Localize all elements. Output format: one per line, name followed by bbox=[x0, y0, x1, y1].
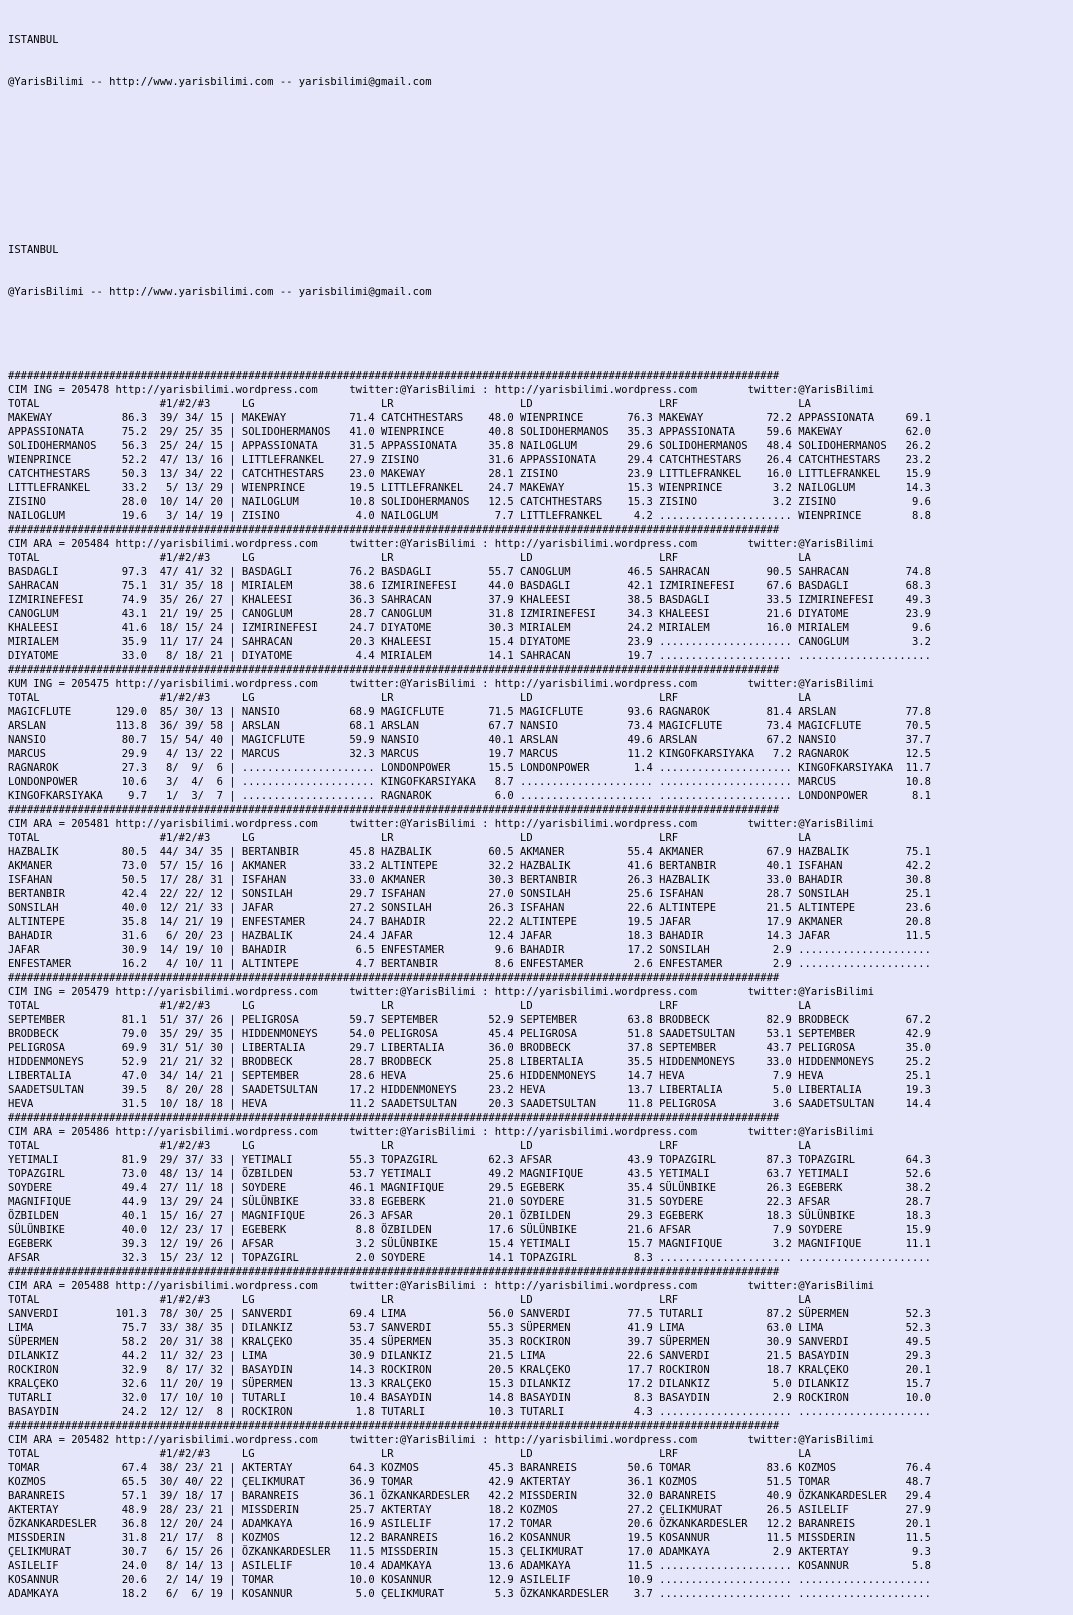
race-row: MAGNIFIQUE 44.9 13/ 29/ 24 | SÜLÜNBIKE 33.8 EGEBERK 21.0 SOYDERE 31.5 SOYDERE 22.3 AFSAR 28.7 bbox=[8, 1196, 931, 1208]
column-header: TOTAL #1/#2/#3 LG LR LD LRF LA bbox=[8, 1140, 811, 1152]
separator-line: ########################################################################################################################## bbox=[8, 804, 780, 816]
race-row: BASDAGLI 97.3 47/ 41/ 32 | BASDAGLI 76.2 BASDAGLI 55.7 CANOGLUM 46.5 SAHRACAN 90.5 SAHRACAN 74.8 bbox=[8, 566, 931, 578]
race-row: SOLIDOHERMANOS 56.3 25/ 24/ 15 | APPASSIONATA 31.5 APPASSIONATA 35.8 NAILOGLUM 29.6 SOLIDOHERMANOS 48.4 SOLIDOHERMANOS 26.2 bbox=[8, 440, 931, 452]
race-row: MAGICFLUTE 129.0 85/ 30/ 13 | NANSIO 68.9 MAGICFLUTE 71.5 MAGICFLUTE 93.6 RAGNAROK 81.4 ARSLAN 77.8 bbox=[8, 706, 931, 718]
race-row: PELIGROSA 69.9 31/ 51/ 30 | LIBERTALIA 29.7 LIBERTALIA 36.0 BRODBECK 37.8 SEPTEMBER 43.7 PELIGROSA 35.0 bbox=[8, 1042, 931, 1054]
race-row: BASAYDIN 24.2 12/ 12/ 8 | ROCKIRON 1.8 TUTARLI 10.3 TUTARLI 4.3 ..................... ..................... bbox=[8, 1406, 931, 1418]
race-row: HEVA 31.5 10/ 18/ 18 | HEVA 11.2 SAADETSULTAN 20.3 SAADETSULTAN 11.8 PELIGROSA 3.6 SAADETSULTAN 14.4 bbox=[8, 1098, 931, 1110]
race-row: SONSILAH 40.0 12/ 21/ 33 | JAFAR 27.2 SONSILAH 26.3 ISFAHAN 22.6 ALTINTEPE 21.5 ALTINTEPE 23.6 bbox=[8, 902, 931, 914]
race-row: JAFAR 30.9 14/ 19/ 10 | BAHADIR 6.5 ENFESTAMER 9.6 BAHADIR 17.2 SONSILAH 2.9 ..................... bbox=[8, 944, 931, 956]
separator-line: ########################################################################################################################## bbox=[8, 1112, 780, 1124]
race-row: CANOGLUM 43.1 21/ 19/ 25 | CANOGLUM 28.7 CANOGLUM 31.8 IZMIRINEFESI 34.3 KHALEESI 21.6 DIYATOME 23.9 bbox=[8, 608, 931, 620]
race-row: KINGOFKARSIYAKA 9.7 1/ 3/ 7 | ..................... RAGNAROK 6.0 ..................... ..................... LONDONPOWER 8.1 bbox=[8, 790, 931, 802]
race-row: TOPAZGIRL 73.0 48/ 13/ 14 | ÖZBILDEN 53.7 YETIMALI 49.2 MAGNIFIQUE 43.5 YETIMALI 63.7 YETIMALI 52.6 bbox=[8, 1168, 931, 1180]
race-title: CIM ARA = 205481 http://yarisbilimi.wordpress.com twitter:@YarisBilimi : http://yarisbilimi.wordpress.com twitter:@YarisBilimi bbox=[8, 818, 875, 830]
race-row: AFSAR 32.3 15/ 23/ 12 | TOPAZGIRL 2.0 SOYDERE 14.1 TOPAZGIRL 8.3 ..................... ..................... bbox=[8, 1252, 931, 1264]
race-row: HAZBALIK 80.5 44/ 34/ 35 | BERTANBIR 45.8 HAZBALIK 60.5 AKMANER 55.4 AKMANER 67.9 HAZBALIK 75.1 bbox=[8, 846, 931, 858]
column-header: TOTAL #1/#2/#3 LG LR LD LRF LA bbox=[8, 398, 811, 410]
race-row: ÖZBILDEN 40.1 15/ 16/ 27 | MAGNIFIQUE 26.3 AFSAR 20.1 ÖZBILDEN 29.3 EGEBERK 18.3 SÜLÜNBIKE 18.3 bbox=[8, 1210, 931, 1222]
race-row: DILANKIZ 44.2 11/ 32/ 23 | LIMA 30.9 DILANKIZ 21.5 LIMA 22.6 SANVERDI 21.5 BASAYDIN 29.3 bbox=[8, 1350, 931, 1362]
race-title: CIM ARA = 205482 http://yarisbilimi.wordpress.com twitter:@YarisBilimi : http://yarisbilimi.wordpress.com twitter:@YarisBilimi bbox=[8, 1434, 875, 1446]
separator-line: ########################################################################################################################## bbox=[8, 972, 780, 984]
race-row: SEPTEMBER 81.1 51/ 37/ 26 | PELIGROSA 59.7 SEPTEMBER 52.9 SEPTEMBER 63.8 BRODBECK 82.9 BRODBECK 67.2 bbox=[8, 1014, 931, 1026]
race-row: ENFESTAMER 16.2 4/ 10/ 11 | ALTINTEPE 4.7 BERTANBIR 8.6 ENFESTAMER 2.6 ENFESTAMER 2.9 ..................... bbox=[8, 958, 931, 970]
blank-line bbox=[8, 327, 1073, 341]
race-row: YETIMALI 81.9 29/ 37/ 33 | YETIMALI 55.3 TOPAZGIRL 62.3 AFSAR 43.9 TOPAZGIRL 87.3 TOPAZGIRL 64.3 bbox=[8, 1154, 931, 1166]
race-row: LITTLEFRANKEL 33.2 5/ 13/ 29 | WIENPRINCE 19.5 LITTLEFRANKEL 24.7 MAKEWAY 15.3 WIENPRINCE 3.2 NAILOGLUM 14.3 bbox=[8, 482, 931, 494]
column-header: TOTAL #1/#2/#3 LG LR LD LRF LA bbox=[8, 1448, 811, 1460]
race-row: ARSLAN 113.8 36/ 39/ 58 | ARSLAN 68.1 ARSLAN 67.7 NANSIO 73.4 MAGICFLUTE 73.4 MAGICFLUTE 70.5 bbox=[8, 720, 931, 732]
race-row: AKMANER 73.0 57/ 15/ 16 | AKMANER 33.2 ALTINTEPE 32.2 HAZBALIK 41.6 BERTANBIR 40.1 ISFAHAN 42.2 bbox=[8, 860, 931, 872]
race-row: IZMIRINEFESI 74.9 35/ 26/ 27 | KHALEESI 36.3 SAHRACAN 37.9 KHALEESI 38.5 BASDAGLI 33.5 IZMIRINEFESI 49.3 bbox=[8, 594, 931, 606]
race-sections bbox=[8, 369, 1073, 1601]
column-header: TOTAL #1/#2/#3 LG LR LD LRF LA bbox=[8, 552, 811, 564]
separator-line: ########################################################################################################################## bbox=[8, 370, 780, 382]
race-row: SANVERDI 101.3 78/ 30/ 25 | SANVERDI 69.4 LIMA 56.0 SANVERDI 77.5 TUTARLI 87.2 SÜPERMEN 52.3 bbox=[8, 1308, 931, 1320]
column-header: TOTAL #1/#2/#3 LG LR LD LRF LA bbox=[8, 1294, 811, 1306]
race-row: MARCUS 29.9 4/ 13/ 22 | MARCUS 32.3 MARCUS 19.7 MARCUS 11.2 KINGOFKARSIYAKA 7.2 RAGNAROK 12.5 bbox=[8, 748, 931, 760]
race-row: ZISINO 28.0 10/ 14/ 20 | NAILOGLUM 10.8 SOLIDOHERMANOS 12.5 CATCHTHESTARS 15.3 ZISINO 3.2 ZISINO 9.6 bbox=[8, 496, 931, 508]
race-row: ASILELIF 24.0 8/ 14/ 13 | ASILELIF 10.4 ADAMKAYA 13.6 ADAMKAYA 11.5 ..................... KOSANNUR 5.8 bbox=[8, 1560, 931, 1572]
race-row: SÜLÜNBIKE 40.0 12/ 23/ 17 | EGEBERK 8.8 ÖZBILDEN 17.6 SÜLÜNBIKE 21.6 AFSAR 7.9 SOYDERE 15.9 bbox=[8, 1224, 931, 1236]
race-row: ROCKIRON 32.9 8/ 17/ 32 | BASAYDIN 14.3 ROCKIRON 20.5 KRALÇEKO 17.7 ROCKIRON 18.7 KRALÇEKO 20.1 bbox=[8, 1364, 931, 1376]
blank-line bbox=[8, 159, 1073, 173]
race-title: CIM ING = 205479 http://yarisbilimi.wordpress.com twitter:@YarisBilimi : http://yarisbilimi.wordpress.com twitter:@YarisBilimi bbox=[8, 986, 875, 998]
race-row: ALTINTEPE 35.8 14/ 21/ 19 | ENFESTAMER 24.7 BAHADIR 22.2 ALTINTEPE 19.5 JAFAR 17.9 AKMANER 20.8 bbox=[8, 916, 931, 928]
race-row: LONDONPOWER 10.6 3/ 4/ 6 | ..................... KINGOFKARSIYAKA 8.7 ..................... ..................... MARCUS 10.8 bbox=[8, 776, 931, 788]
race-row: CATCHTHESTARS 50.3 13/ 34/ 22 | CATCHTHESTARS 23.0 MAKEWAY 28.1 ZISINO 23.9 LITTLEFRANKEL 16.0 LITTLEFRANKEL 15.9 bbox=[8, 468, 931, 480]
race-row: TOMAR 67.4 38/ 23/ 21 | AKTERTAY 64.3 KOZMOS 45.3 BARANREIS 50.6 TOMAR 83.6 KOZMOS 76.4 bbox=[8, 1462, 931, 1474]
race-row: BERTANBIR 42.4 22/ 22/ 12 | SONSILAH 29.7 ISFAHAN 27.0 SONSILAH 25.6 ISFAHAN 28.7 SONSILAH 25.1 bbox=[8, 888, 931, 900]
race-row: AKTERTAY 48.9 28/ 23/ 21 | MISSDERIN 25.7 AKTERTAY 18.2 KOZMOS 27.2 ÇELIKMURAT 26.5 ASILELIF 27.9 bbox=[8, 1504, 931, 1516]
race-row: MAKEWAY 86.3 39/ 34/ 15 | MAKEWAY 71.4 CATCHTHESTARS 48.0 WIENPRINCE 76.3 MAKEWAY 72.2 APPASSIONATA 69.1 bbox=[8, 412, 931, 424]
race-row: KOZMOS 65.5 30/ 40/ 22 | ÇELIKMURAT 36.9 TOMAR 42.9 AKTERTAY 36.1 KOZMOS 51.5 TOMAR 48.7 bbox=[8, 1476, 931, 1488]
race-row: MIRIALEM 35.9 11/ 17/ 24 | SAHRACAN 20.3 KHALEESI 15.4 DIYATOME 23.9 ..................... CANOGLUM 3.2 bbox=[8, 636, 931, 648]
race-title: KUM ING = 205475 http://yarisbilimi.wordpress.com twitter:@YarisBilimi : http://yarisbilimi.wordpress.com twitter:@YarisBilimi bbox=[8, 678, 875, 690]
race-row: ÇELIKMURAT 30.7 6/ 15/ 26 | ÖZKANKARDESLER 11.5 MISSDERIN 15.3 ÇELIKMURAT 17.0 ADAMKAYA 2.9 AKTERTAY 9.3 bbox=[8, 1546, 931, 1558]
header-contact-repeat: @YarisBilimi -- http://www.yarisbilimi.com -- yarisbilimi@gmail.com bbox=[8, 286, 432, 298]
race-row: SAHRACAN 75.1 31/ 35/ 18 | MIRIALEM 38.6 IZMIRINEFESI 44.0 BASDAGLI 42.1 IZMIRINEFESI 67.6 BASDAGLI 68.3 bbox=[8, 580, 931, 592]
race-row: HIDDENMONEYS 52.9 21/ 21/ 32 | BRODBECK 28.7 BRODBECK 25.8 LIBERTALIA 35.5 HIDDENMONEYS 33.0 HIDDENMONEYS 25.2 bbox=[8, 1056, 931, 1068]
race-row: ISFAHAN 50.5 17/ 28/ 31 | ISFAHAN 33.0 AKMANER 30.3 BERTANBIR 26.3 HAZBALIK 33.0 BAHADIR 30.8 bbox=[8, 874, 931, 886]
separator-line: ########################################################################################################################## bbox=[8, 664, 780, 676]
race-row: WIENPRINCE 52.2 47/ 13/ 16 | LITTLEFRANKEL 27.9 ZISINO 31.6 APPASSIONATA 29.4 CATCHTHESTARS 26.4 CATCHTHESTARS 23.2 bbox=[8, 454, 931, 466]
column-header: TOTAL #1/#2/#3 LG LR LD LRF LA bbox=[8, 692, 811, 704]
race-title: CIM ING = 205478 http://yarisbilimi.wordpress.com twitter:@YarisBilimi : http://yarisbilimi.wordpress.com twitter:@YarisBilimi bbox=[8, 384, 875, 396]
race-row: LIMA 75.7 33/ 38/ 35 | DILANKIZ 53.7 SANVERDI 55.3 SÜPERMEN 41.9 LIMA 63.0 LIMA 52.3 bbox=[8, 1322, 931, 1334]
race-row: NANSIO 80.7 15/ 54/ 40 | MAGICFLUTE 59.9 NANSIO 40.1 ARSLAN 49.6 ARSLAN 67.2 NANSIO 37.7 bbox=[8, 734, 931, 746]
race-row: KHALEESI 41.6 18/ 15/ 24 | IZMIRINEFESI 24.7 DIYATOME 30.3 MIRIALEM 24.2 MIRIALEM 16.0 MIRIALEM 9.6 bbox=[8, 622, 931, 634]
race-row: KRALÇEKO 32.6 11/ 20/ 19 | SÜPERMEN 13.3 KRALÇEKO 15.3 DILANKIZ 17.2 DILANKIZ 5.0 DILANKIZ 15.7 bbox=[8, 1378, 931, 1390]
race-title: CIM ARA = 205486 http://yarisbilimi.wordpress.com twitter:@YarisBilimi : http://yarisbilimi.wordpress.com twitter:@YarisBilimi bbox=[8, 1126, 875, 1138]
race-row: KOSANNUR 20.6 2/ 14/ 19 | TOMAR 10.0 KOSANNUR 12.9 ASILELIF 10.9 ..................... ..................... bbox=[8, 1574, 931, 1586]
race-title: CIM ARA = 205488 http://yarisbilimi.wordpress.com twitter:@YarisBilimi : http://yarisbilimi.wordpress.com twitter:@YarisBilimi bbox=[8, 1280, 875, 1292]
race-row: APPASSIONATA 75.2 29/ 25/ 35 | SOLIDOHERMANOS 41.0 WIENPRINCE 40.8 SOLIDOHERMANOS 35.3 APPASSIONATA 59.6 MAKEWAY 62.0 bbox=[8, 426, 931, 438]
race-row: LIBERTALIA 47.0 34/ 14/ 21 | SEPTEMBER 28.6 HEVA 25.6 HIDDENMONEYS 14.7 HEVA 7.9 HEVA 25.1 bbox=[8, 1070, 931, 1082]
race-row: BRODBECK 79.0 35/ 29/ 35 | HIDDENMONEYS 54.0 PELIGROSA 45.4 PELIGROSA 51.8 SAADETSULTAN 53.1 SEPTEMBER 42.9 bbox=[8, 1028, 931, 1040]
separator-line: ########################################################################################################################## bbox=[8, 1420, 780, 1432]
race-row: DIYATOME 33.0 8/ 18/ 21 | DIYATOME 4.4 MIRIALEM 14.1 SAHRACAN 19.7 ..................... ..................... bbox=[8, 650, 931, 662]
race-row: SOYDERE 49.4 27/ 11/ 18 | SOYDERE 46.1 MAGNIFIQUE 29.5 EGEBERK 35.4 SÜLÜNBIKE 26.3 EGEBERK 38.2 bbox=[8, 1182, 931, 1194]
race-row: SÜPERMEN 58.2 20/ 31/ 38 | KRALÇEKO 35.4 SÜPERMEN 35.3 ROCKIRON 39.7 SÜPERMEN 30.9 SANVERDI 49.5 bbox=[8, 1336, 931, 1348]
race-row: RAGNAROK 27.3 8/ 9/ 6 | ..................... LONDONPOWER 15.5 LONDONPOWER 1.4 ..................... KINGOFKARSIYAKA 11.7 bbox=[8, 762, 931, 774]
blank-line bbox=[8, 117, 1073, 131]
race-row: NAILOGLUM 19.6 3/ 14/ 19 | ZISINO 4.0 NAILOGLUM 7.7 LITTLEFRANKEL 4.2 ..................... WIENPRINCE 8.8 bbox=[8, 510, 931, 522]
race-row: SAADETSULTAN 39.5 8/ 20/ 28 | SAADETSULTAN 17.2 HIDDENMONEYS 23.2 HEVA 13.7 LIBERTALIA 5.0 LIBERTALIA 19.3 bbox=[8, 1084, 931, 1096]
race-row: ÖZKANKARDESLER 36.8 12/ 20/ 24 | ADAMKAYA 16.9 ASILELIF 17.2 TOMAR 20.6 ÖZKANKARDESLER 12.2 BARANREIS 20.1 bbox=[8, 1518, 931, 1530]
header-contact: @YarisBilimi -- http://www.yarisbilimi.com -- yarisbilimi@gmail.com bbox=[8, 76, 432, 88]
race-row: EGEBERK 39.3 12/ 19/ 26 | AFSAR 3.2 SÜLÜNBIKE 15.4 YETIMALI 15.7 MAGNIFIQUE 3.2 MAGNIFIQUE 11.1 bbox=[8, 1238, 931, 1250]
column-header: TOTAL #1/#2/#3 LG LR LD LRF LA bbox=[8, 1000, 811, 1012]
separator-line: ########################################################################################################################## bbox=[8, 524, 780, 536]
separator-line: ########################################################################################################################## bbox=[8, 1266, 780, 1278]
column-header: TOTAL #1/#2/#3 LG LR LD LRF LA bbox=[8, 832, 811, 844]
race-row: BARANREIS 57.1 39/ 18/ 17 | BARANREIS 36.1 ÖZKANKARDESLER 42.2 MISSDERIN 32.0 BARANREIS 40.9 ÖZKANKARDESLER 29.4 bbox=[8, 1490, 931, 1502]
header-city: ISTANBUL bbox=[8, 34, 59, 46]
race-row: BAHADIR 31.6 6/ 20/ 23 | HAZBALIK 24.4 JAFAR 12.4 JAFAR 18.3 BAHADIR 14.3 JAFAR 11.5 bbox=[8, 930, 931, 942]
race-row: TUTARLI 32.0 17/ 10/ 10 | TUTARLI 10.4 BASAYDIN 14.8 BASAYDIN 8.3 BASAYDIN 2.9 ROCKIRON 10.0 bbox=[8, 1392, 931, 1404]
blank-line bbox=[8, 201, 1073, 215]
race-row: MISSDERIN 31.8 21/ 17/ 8 | KOZMOS 12.2 BARANREIS 16.2 KOSANNUR 19.5 KOSANNUR 11.5 MISSDERIN 11.5 bbox=[8, 1532, 931, 1544]
header-city-repeat: ISTANBUL bbox=[8, 244, 59, 256]
race-title: CIM ARA = 205484 http://yarisbilimi.wordpress.com twitter:@YarisBilimi : http://yarisbilimi.wordpress.com twitter:@YarisBilimi bbox=[8, 538, 875, 550]
race-row: ADAMKAYA 18.2 6/ 6/ 19 | KOSANNUR 5.0 ÇELIKMURAT 5.3 ÖZKANKARDESLER 3.7 ..................... ..................... bbox=[8, 1588, 931, 1600]
